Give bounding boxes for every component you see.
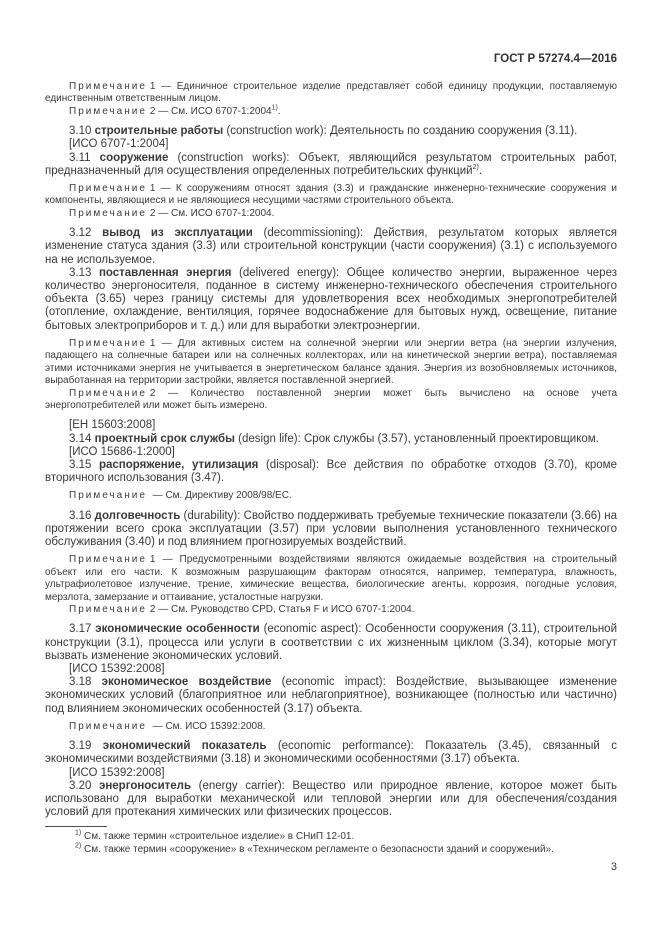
note-number: 2 <box>149 603 156 615</box>
note-number <box>147 490 150 501</box>
term-3-12 <box>45 227 617 267</box>
note-text: — Количество поставленной энергии может быть вычислено на основе учета энергопотребителей или может быть измерено. <box>45 387 618 411</box>
note-label: Примечание <box>69 105 147 117</box>
term-definition-after: . <box>478 164 483 177</box>
term-definition: (disposal): Все действия по обработке отходов (3.70), кроме вторичного использования (3.47). <box>45 458 617 485</box>
notes-group-3-18 <box>45 721 617 733</box>
term-name: проектный срок службы <box>94 432 235 445</box>
notes-group-3-15 <box>45 490 617 502</box>
note-3-13-1 <box>45 338 617 388</box>
note-number: 1 <box>149 81 156 92</box>
note-3-11-2 <box>45 208 617 220</box>
note-label: Примечание <box>69 603 147 615</box>
doc-number-header: ГОСТ Р 57274.4—2016 <box>493 53 617 65</box>
note-label: Примечание <box>69 207 147 219</box>
footnote-text: См. также термин «строительное изделие» в СНиП 12-01. <box>84 831 355 843</box>
term-3-19 <box>45 740 617 766</box>
term-name: строительные работы <box>94 125 224 138</box>
term-name: долговечность <box>94 509 181 522</box>
term-definition: (energy carrier): Вещество или природное явление, которое может быть использовано для выработки механической или тепловой энергии или для обеспечения/создания условий для протекания химических или физических процессов. <box>45 779 617 819</box>
note-text: — К сооружениям относят здания (3.3) и гражданские инженерно-технические сооружения и компоненты, являющиеся и не являющиеся несущими частями строительного объекта. <box>45 183 617 207</box>
term-name: экономические особенности <box>95 623 260 636</box>
term-number: 3.19 <box>69 740 92 753</box>
standard-ref-en-15603: [ЕН 15603:2008] <box>69 419 156 432</box>
notes-group-3-16 <box>45 554 617 616</box>
footnote-ref-marker: 2) <box>472 164 479 171</box>
term-3-17 <box>45 623 617 663</box>
note-3-16-1 <box>45 554 617 604</box>
term-number: 3.16 <box>69 509 92 522</box>
term-definition: (decommissioning): Действия, результатом которых является изменение статуса здания (3.3) или строительной конструкции (части сооружения) (3.1) с используемого на не используемое. <box>45 227 617 266</box>
note-label: Примечание <box>69 183 147 195</box>
term-number: 3.15 <box>69 458 92 471</box>
term-3-13 <box>45 267 617 333</box>
footnote-text: См. также термин «сооружение» в «Техническом регламенте о безопасности зданий и сооружений». <box>84 844 554 856</box>
note-3-15 <box>45 490 617 502</box>
note-intro-2 <box>45 106 617 118</box>
footnote-ref-marker: 1) <box>271 104 278 112</box>
note-text: — См. ИСО 6707-1:2004. <box>158 207 275 219</box>
term-name: поставленная энергия <box>98 266 232 279</box>
note-text: — Для активных систем на солнечной энергии или энергии ветра (на энергии излучения, падающего на солнечные батареи или на солнечных коллекторах, или на кинетической энергии ветра), поставляемая этими источниками энергия не учитывается в энергетическом балансе здания. Энергия из возобновляемых источников, выработанная на территории застройки, является поставленной энергией. <box>45 337 617 387</box>
footnote-marker: 1) <box>75 830 82 838</box>
term-definition: (construction works): Объект, являющийся результатом строительных работ, предназначенный для осуществления определенных потребительских функций <box>45 151 618 177</box>
note-3-16-2 <box>45 604 617 616</box>
term-definition: (durability): Свойство поддерживать требуемые технические показатели (3.66) на протяжении всего срока эксплуатации (3.57) при условии выполнения установленного технического обслуживания (3.40) и под влиянием прогнозируемых воздействий. <box>45 509 617 549</box>
term-number: 3.13 <box>69 266 92 279</box>
standard-ref-iso-6707: [ИСО 6707-1:2004] <box>69 138 169 151</box>
note-number: 2 <box>149 207 156 219</box>
footnote-2 <box>45 843 617 856</box>
term-3-10 <box>45 125 617 138</box>
term-definition: (delivered energy): Общее количество энергии, выраженное через количество энергоносителя, поданное в систему инженерно-технического обеспечения строительного объекта (3.65) через границу системы для удовлетворения всех необходимых энергопотребителей (отопление, охлаждение, вентиляция, горячее водоснабжение для бытовых нужд, освещение, питание бытовых электроприборов и т. д.) или для выработки электроэнергии. <box>45 266 617 332</box>
term-number: 3.20 <box>69 779 92 792</box>
note-text: — См. Директиву 2008/98/ЕС. <box>152 490 292 502</box>
note-text: — Предусмотренными воздействиями являются ожидаемые воздействия на строительный объект или его части. К возможным разрушающим факторам относятся, например, температура, влажность, ультрафиолетовое излучение, трение, химические вещества, биологические агенты, коррозия, погодные условия, мерзлота, замерзание и оттаивание, усталостные нагрузки. <box>45 554 617 603</box>
term-name: экономическое воздействие <box>101 676 272 689</box>
footnote-1 <box>45 830 617 843</box>
note-number: 2 <box>149 387 156 399</box>
term-name: сооружение <box>99 151 169 164</box>
note-number: 1 <box>149 337 156 349</box>
footnote-separator <box>45 826 107 827</box>
term-number: 3.12 <box>69 227 92 240</box>
term-number: 3.18 <box>69 676 92 689</box>
page-number: 3 <box>610 861 617 874</box>
term-name: распоряжение, утилизация <box>98 458 259 471</box>
term-definition: (design life): Срок службы (3.57), установленный проектировщиком. <box>234 432 599 445</box>
note-label: Примечание <box>69 554 147 566</box>
note-number: 1 <box>149 554 156 566</box>
note-label: Примечание <box>69 387 147 399</box>
notes-group-3-11 <box>45 183 617 220</box>
term-number: 3.11 <box>69 151 91 164</box>
term-definition: (economic impact): Воздействие, вызывающее изменение экономических условий (благоприятное или неблагоприятное), возникающее (полностью или частично) под влиянием экономических особенностей (3.17) объекта. <box>45 676 618 715</box>
term-number: 3.14 <box>69 432 92 445</box>
note-number <box>147 721 150 732</box>
footnote-marker: 2) <box>75 843 82 851</box>
term-3-20 <box>45 780 617 820</box>
note-label: Примечание <box>69 81 147 92</box>
standard-ref-iso-15686: [ИСО 15686-1:2000] <box>69 445 175 458</box>
term-number: 3.17 <box>69 623 92 636</box>
term-definition: (economic aspect): Особенности сооружения (3.11), строительной конструкции (3.1), процесса или услуги в соответствии с их жизненным циклом (3.34), которые могут вызвать изменение экономических условий. <box>45 623 617 662</box>
standard-ref-iso-15392-2: [ИСО 15392:2008] <box>69 766 165 779</box>
note-number: 2 <box>149 105 156 117</box>
note-3-18 <box>45 721 617 733</box>
term-definition: (construction work): Деятельность по созданию сооружения (3.11). <box>223 125 578 138</box>
term-3-11 <box>45 152 617 178</box>
note-text: — См. Руководство CPD, Статья F и ИСО 6707-1:2004. <box>158 603 415 615</box>
term-3-18 <box>45 676 617 716</box>
note-text: — См. ИСО 6707-1:2004 <box>158 105 272 117</box>
standard-ref-iso-15392: [ИСО 15392:2008] <box>69 662 165 675</box>
term-definition: (economic performance): Показатель (3.45), связанный с экономическими воздействиями (3.18) и экономическими особенностями (3.17) объекта. <box>45 740 617 766</box>
term-3-14 <box>45 433 617 446</box>
note-text: — Единичное строительное изделие представляет собой единицу продукции, поставляемую единственным ответственным лицом. <box>45 81 617 105</box>
term-3-16 <box>45 510 617 550</box>
term-name: вывод из эксплуатации <box>102 227 253 240</box>
note-label: Примечание <box>69 337 147 349</box>
term-name: энергоноситель <box>98 779 192 792</box>
note-3-11-1 <box>45 183 617 208</box>
note-text: — См. ИСО 15392:2008. <box>152 720 266 732</box>
note-label: Примечание <box>69 720 147 732</box>
term-3-15 <box>45 459 617 485</box>
notes-group-3-13 <box>45 338 617 412</box>
note-text-after: . <box>277 105 281 117</box>
note-intro-1 <box>45 81 617 106</box>
notes-group-intro <box>45 81 617 118</box>
term-number: 3.10 <box>69 125 92 138</box>
term-name: экономический показатель <box>102 740 267 753</box>
note-3-13-2 <box>45 388 617 413</box>
note-label: Примечание <box>69 490 147 502</box>
note-number: 1 <box>149 183 156 195</box>
